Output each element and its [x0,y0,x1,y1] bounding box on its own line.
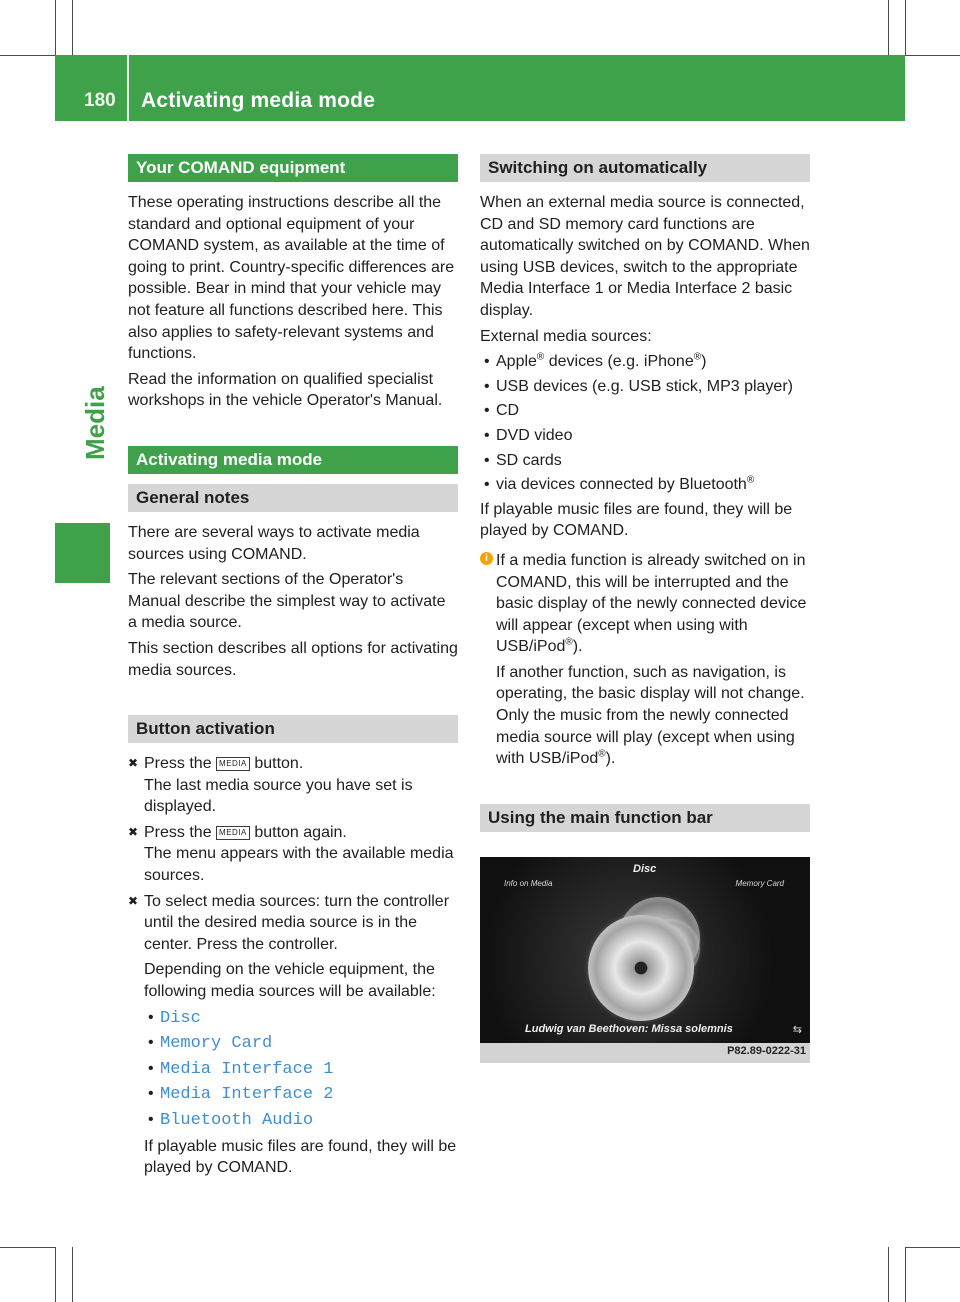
info-text: If a media function is already switched on in COMAND, this will be interrupted and the basic display of the newly connected device will appear (except when using with USB/iPod®). [496,551,807,656]
image-code-bar [480,1043,810,1063]
step-item [128,891,458,1132]
subheading-switching-on: Switching on automatically [480,154,810,182]
screen-title: Disc [633,863,657,875]
right-column [480,154,810,842]
comand-screen-image [480,857,810,1043]
crop-mark [72,1247,73,1302]
screen-track-title: Ludwig van Beethoven: Missa solemnis [525,1023,733,1035]
step-text: button again. [254,823,347,841]
list-item [144,1032,458,1055]
paragraph: External media sources: [480,327,652,345]
list-item: • SD cards [480,450,810,472]
list-item: • DVD video [480,425,810,447]
paragraph: The relevant sections of the Operator's Manual describe the simplest way to activate a media source. [128,571,446,632]
crop-mark [888,0,889,55]
list-item [144,1007,458,1030]
crop-mark [905,0,906,55]
disc-icon [588,915,694,1021]
side-tab-text: Media [80,386,110,460]
crop-mark [905,55,960,56]
paragraph: These operating instructions describe all the standard and optional equipment of your COMAND system, as available at the time of going to print. Country-specific differences are possible. Bear in mind that your vehicle may not feature all functions described here. This also applies to safety-relevant systems and functions. [128,194,455,363]
list-item [144,1109,458,1132]
paragraph: There are several ways to activate media sources using COMAND. [128,523,420,563]
step-item [128,822,458,887]
media-key-icon: MEDIA [216,757,250,771]
page-title: Activating media mode [141,89,376,112]
screen-info-on-media: Info on Media [504,879,553,888]
media-source-list [144,1007,458,1132]
list-item: • USB devices (e.g. USB stick, MP3 player) [480,376,810,398]
step-arrow-icon: ✖ [128,824,139,839]
list-item: • CD [480,400,810,422]
list-item [144,1058,458,1081]
image-code: P82.89-0222-31 [727,1045,806,1057]
list-item: • Apple® devices (e.g. iPhone®) [480,351,810,373]
media-source-label: Bluetooth Audio [160,1111,314,1130]
side-tab-label [80,386,111,460]
media-source-label: Disc [160,1008,201,1028]
paragraph: If playable music files are found, they will be played by COMAND. [480,500,793,540]
step-item [128,753,458,818]
crop-mark [72,0,73,55]
list-item [144,1083,458,1106]
step-text: To select media sources: turn the controller until the desired media source is in the center. Press the controller. [144,892,450,953]
media-key-icon: MEDIA [216,826,250,840]
info-note [480,550,810,770]
step-arrow-icon: ✖ [128,756,139,771]
subheading-main-function-bar: Using the main function bar [480,804,810,832]
crop-mark [888,1247,889,1302]
step-list [128,753,458,1132]
crop-mark [905,1247,960,1248]
crop-mark [55,1247,56,1302]
media-source-label: Memory Card [160,1034,273,1054]
paragraph: When an external media source is connected, CD and SD memory card functions are automatically switched on by COMAND. When using USB devices, switch to the appropriate Media Interface 1 or Media Interface 2 basic display. [480,194,810,319]
section-heading-equipment: Your COMAND equipment [128,154,458,182]
header-divider [127,55,129,121]
section-heading-activating: Activating media mode [128,446,458,474]
paragraph: If playable music files are found, they will be played by COMAND. [144,1137,457,1177]
media-source-label: Media Interface 1 [160,1059,334,1079]
step-text: Press the [144,755,212,773]
crop-mark [905,1247,906,1302]
crop-mark [55,0,56,55]
info-text: If another function, such as navigation, is operating, the basic display will not change. Only the music from the newly connected media source will play (except when using with USB/iPod®). [496,663,805,768]
media-source-label: Media Interface 2 [160,1085,334,1105]
step-arrow-icon: ✖ [128,893,139,908]
info-icon: i [480,552,493,565]
step-text: Press the [144,823,212,841]
paragraph: This section describes all options for activating media sources. [128,639,458,679]
subheading-button-activation: Button activation [128,715,458,743]
screen-memory-card: Memory Card [735,879,784,888]
page-number: 180 [84,90,116,111]
side-tab-block [55,523,110,583]
step-result: Depending on the vehicle equipment, the following media sources will be available: [144,961,436,1001]
back-icon: ⇆ [792,1024,802,1036]
crop-mark [0,1247,55,1248]
paragraph: Read the information on qualified specialist workshops in the vehicle Operator's Manual. [128,370,443,410]
subheading-general-notes: General notes [128,484,458,512]
step-result: The last media source you have set is displayed. [144,776,413,816]
step-result: The menu appears with the available media sources. [144,845,454,885]
external-source-list [480,351,810,496]
crop-mark [0,55,55,56]
step-text: button. [254,755,304,773]
left-column [128,154,458,1183]
list-item: • via devices connected by Bluetooth® [480,474,810,496]
